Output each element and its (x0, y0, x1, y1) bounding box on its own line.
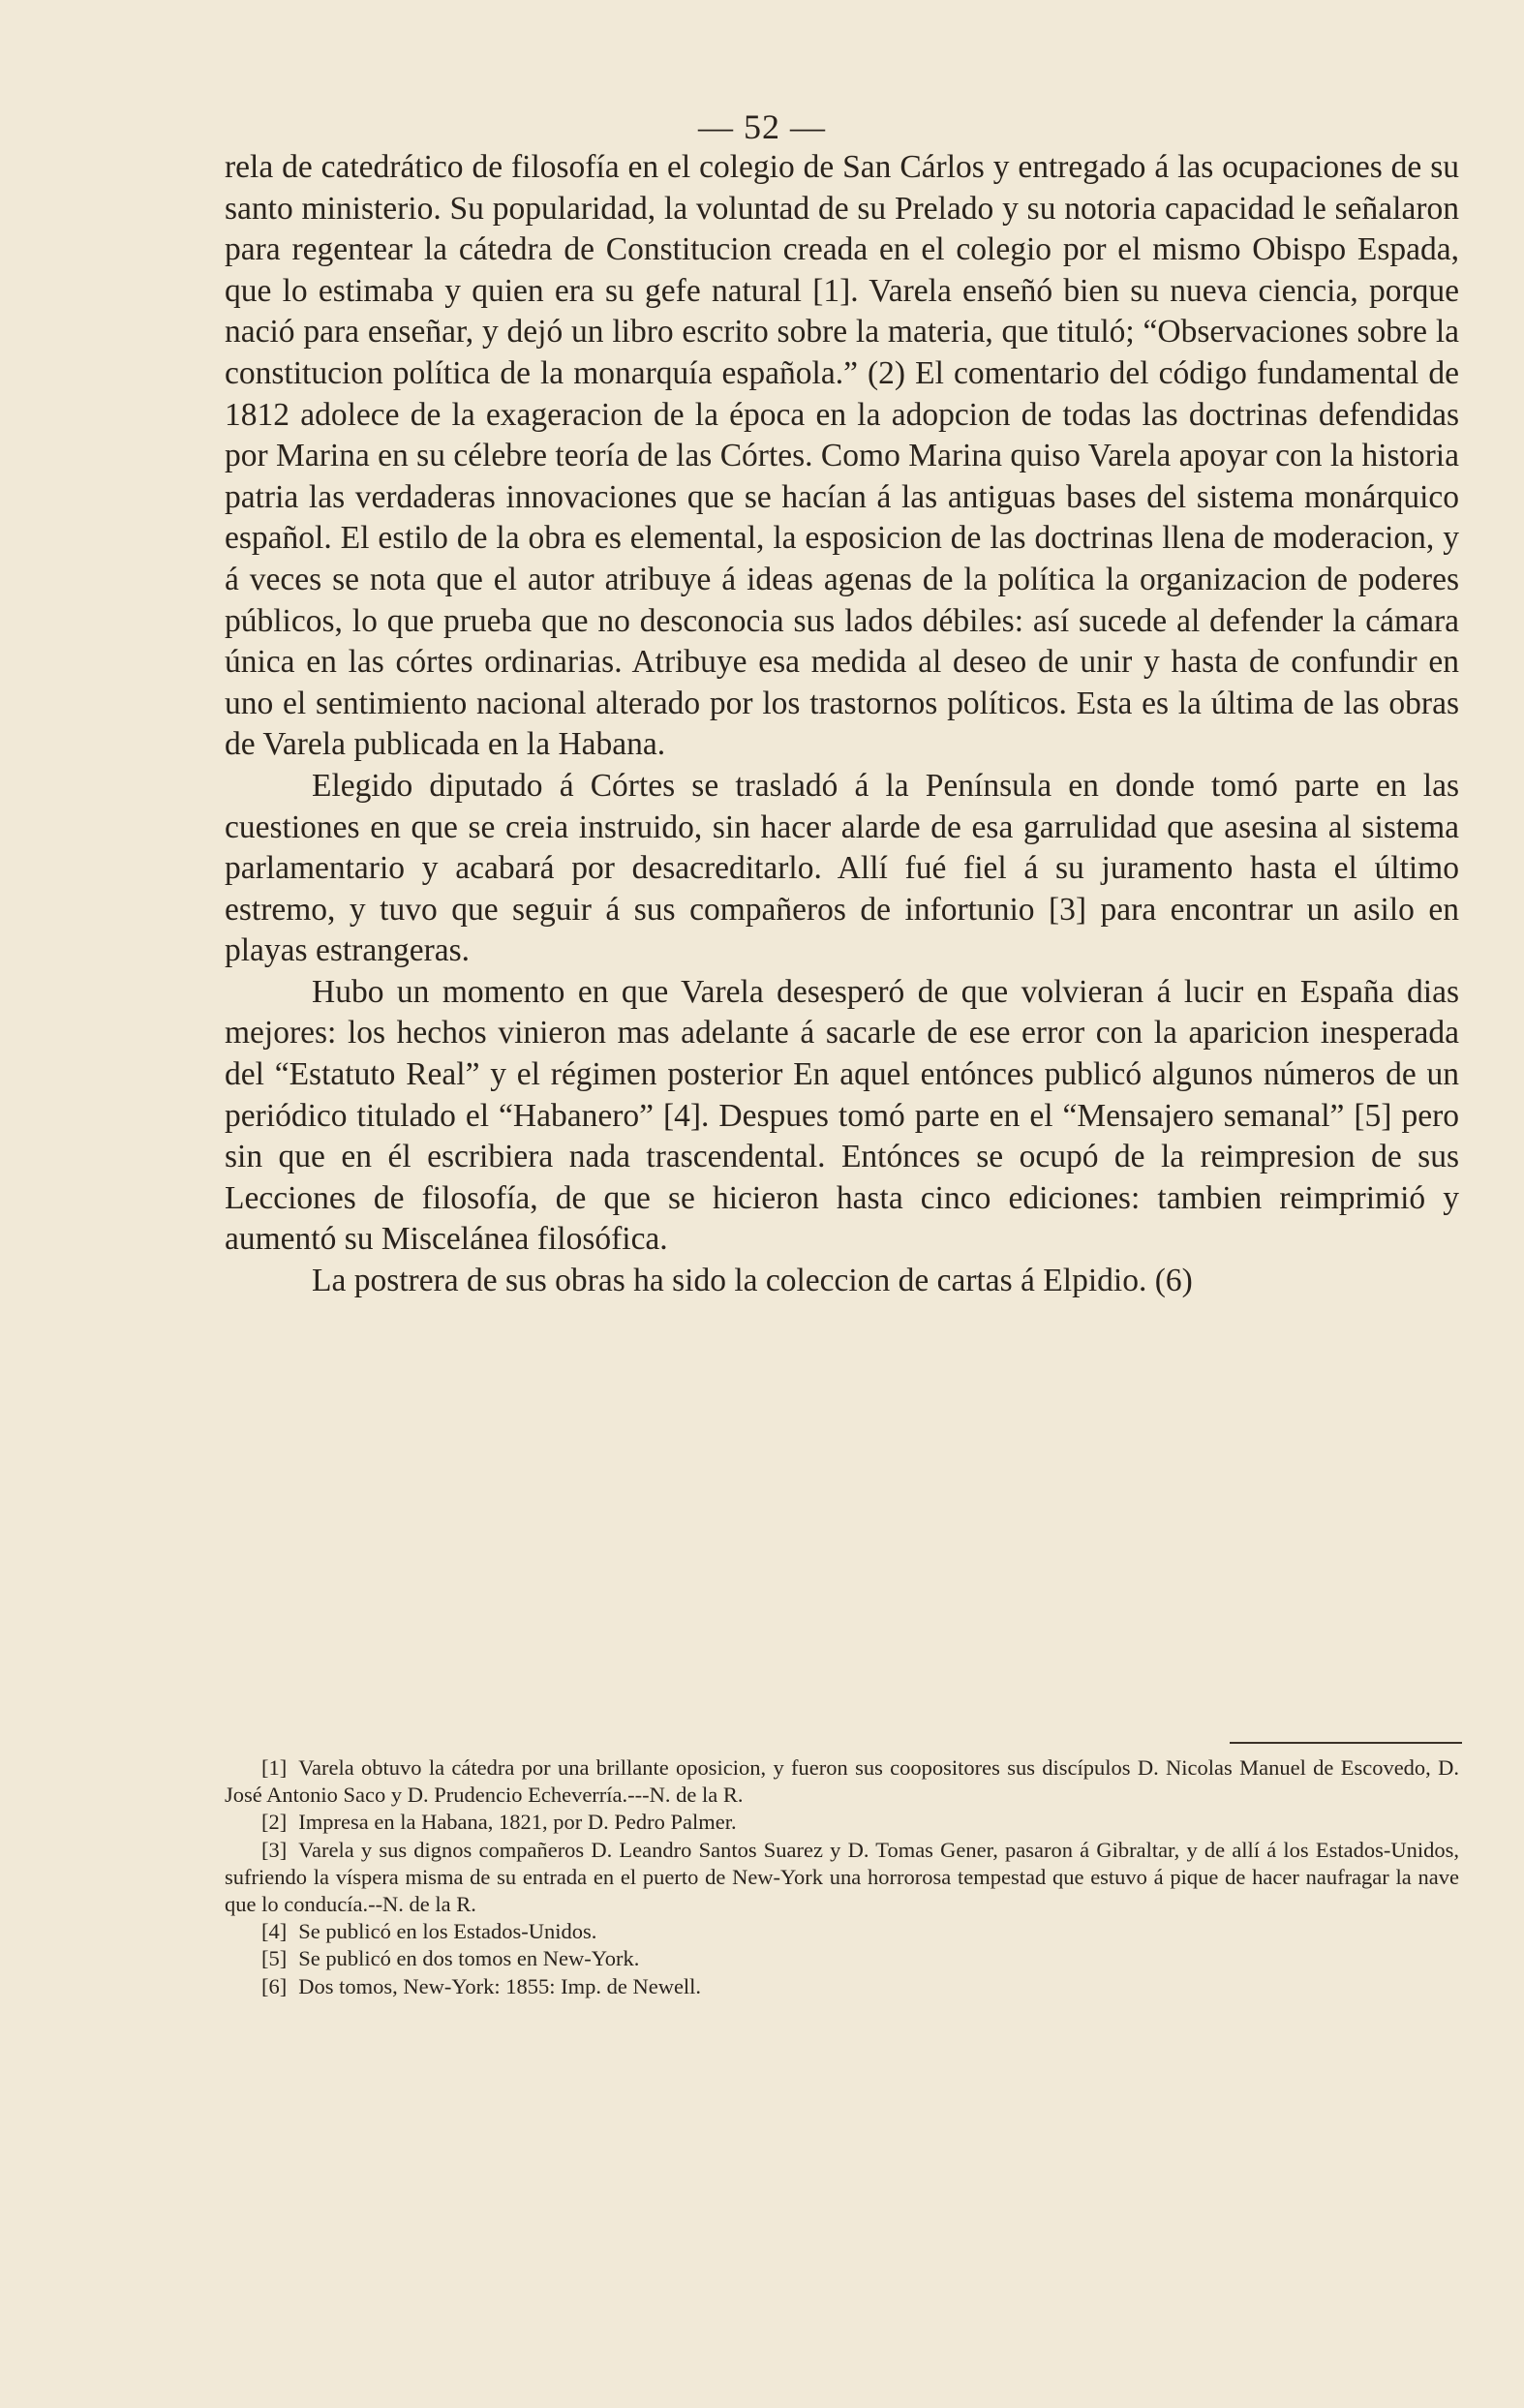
footnote (225, 1973, 1459, 2000)
footnote (225, 1809, 1459, 1836)
footnote (225, 1945, 1459, 1972)
footnote-mark: [3] (261, 1837, 288, 1862)
footnote (225, 1837, 1459, 1919)
footnote (225, 1918, 1459, 1945)
footnote-mark: [4] (261, 1919, 288, 1944)
body-text (225, 147, 1459, 1302)
page-number: — 52 — (698, 107, 826, 146)
footnotes (225, 1754, 1459, 2000)
footnote-mark: [5] (261, 1946, 288, 1971)
paragraph: Elegido diputado á Córtes se trasladó á la Península en donde tomó parte en las cuestiones en que se creia instruido, sin hacer alarde de esa garrulidad que asesina al sistema parlamentario y acabará por desacreditarlo. Allí fué fiel á su juramento hasta el último estremo, y tuvo que seguir á sus compañeros de infortunio [3] para encontrar un asilo en playas estrangeras. (225, 767, 1459, 969)
footnote-mark: [1] (261, 1755, 288, 1780)
footnote (225, 1754, 1459, 1809)
footnote-divider (1230, 1742, 1462, 1744)
footnote-text: Se publicó en dos tomos en New-York. (298, 1946, 640, 1971)
footnote-text: Varela y sus dignos compañeros D. Leandro Santos Suarez y D. Tomas Gener, pasaron á Gibraltar, y de allí á los Estados-Unidos, sufriendo la víspera misma de su entrada en el puerto de New-York una horrorosa tempestad que estuvo á pique de hacer naufragar la nave que lo conducía.--N. de la R. (225, 1837, 1459, 1917)
footnote-text: Impresa en la Habana, 1821, por D. Pedro Palmer. (298, 1810, 737, 1835)
footnote-text: Varela obtuvo la cátedra por una brillante oposicion, y fueron sus coopositores sus discípulos D. Nicolas Manuel de Escovedo, D. José Antonio Saco y D. Prudencio Echeverría.---N. de la R. (225, 1755, 1459, 1808)
footnote-mark: [2] (261, 1810, 288, 1835)
paragraph: La postrera de sus obras ha sido la coleccion de cartas á Elpidio. (6) (312, 1263, 1193, 1299)
paragraph: rela de catedrático de filosofía en el colegio de San Cárlos y entregado á las ocupaciones de su santo ministerio. Su popularidad, la voluntad de su Prelado y su notoria capacidad le señalaron para regentear la cátedra de Constitucion creada en el colegio por el mismo Obispo Espada, que lo estimaba y quien era su gefe natural [1]. Varela enseñó bien su nueva ciencia, porque nació para enseñar, y dejó un libro escrito sobre la materia, que tituló; “Observaciones sobre la constitucion política de la monarquía española.” (2) El comentario del código fundamental de 1812 adolece de la exageracion de la época en la adopcion de todas las doctrinas defendidas por Marina en su célebre teoría de las Córtes. Como Marina quiso Varela apoyar con la historia patria las verdaderas innovaciones que se hacían á las antiguas bases del sistema monárquico español. El estilo de la obra es elemental, la esposicion de las doctrinas llena de moderacion, y á veces se nota que el autor atribuye á ideas agenas de la política la organizacion de poderes públicos, lo que prueba que no desconocia sus lados débiles: así sucede al defender la cámara única en las córtes ordinarias. Atribuye esa medida al deseo de unir y hasta de confundir en uno el sentimiento nacional alterado por los trastornos políticos. Esta es la última de las obras de Varela publicada en la Habana. (225, 149, 1459, 763)
footnote-text: Dos tomos, New-York: 1855: Imp. de Newell. (298, 1973, 702, 1998)
footnote-text: Se publicó en los Estados-Unidos. (298, 1919, 597, 1944)
footnote-mark: [6] (261, 1973, 288, 1998)
paragraph: Hubo un momento en que Varela desesperó de que volvieran á lucir en España dias mejores: los hechos vinieron mas adelante á sacarle de ese error con la aparicion inesperada del “Estatuto Real” y el régimen posterior En aquel entónces publicó algunos números de un periódico titulado el “Habanero” [4]. Despues tomó parte en el “Mensajero semanal” [5] pero sin que en él escribiera nada trascendental. Entónces se ocupó de la reimpresion de sus Lecciones de filosofía, de que se hicieron hasta cinco ediciones: tambien reimprimió y aumentó su Miscelánea filosófica. (225, 973, 1459, 1258)
